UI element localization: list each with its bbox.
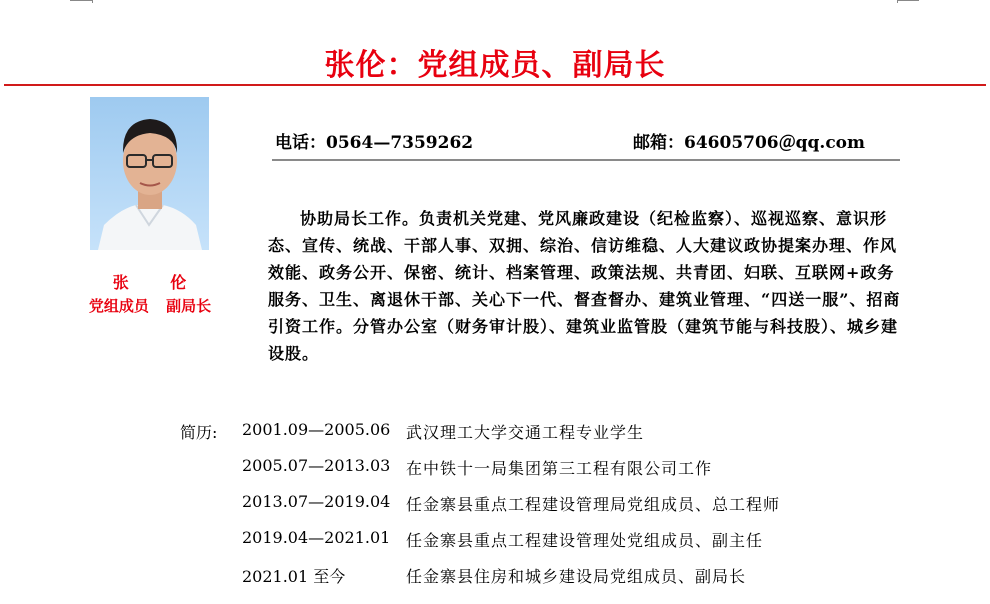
- resume-desc: 任金寨县住房和城乡建设局党组成员、副局长: [406, 567, 747, 586]
- corner-mark-left-vertical: [92, 0, 93, 3]
- portrait-photo: [90, 97, 209, 250]
- corner-mark-left: [70, 0, 92, 1]
- page-title: 张伦：党组成员、副局长: [324, 48, 666, 83]
- resume-label: 简历:: [180, 423, 218, 442]
- resume-desc: 在中铁十一局集团第三工程有限公司工作: [406, 459, 713, 478]
- phone-label: 电话：: [275, 133, 326, 153]
- contact-divider: [272, 159, 900, 161]
- person-role: 党组成员 副局长: [88, 297, 212, 315]
- resume-period: 2021.01 至今: [242, 567, 346, 586]
- resume-period: 2013.07—2019.04: [242, 492, 391, 511]
- corner-mark-right-vertical: [897, 0, 898, 3]
- title-divider: [4, 84, 986, 86]
- phone-number: 0564—7359262: [326, 133, 474, 153]
- resume-desc: 任金寨县重点工程建设管理处党组成员、副主任: [406, 531, 764, 550]
- resume-desc: 任金寨县重点工程建设管理局党组成员、总工程师: [406, 495, 781, 514]
- duties-paragraph: 协助局长工作。负责机关党建、党风廉政建设（纪检监察）、巡视巡察、意识形态、宣传、统战、干部人事、双拥、综治、信访维稳、人大建议政协提案办理、作风效能、政务公开、保密、统计、档案管理、政策法规、共青团、妇联、互联网+政务服务、卫生、离退休干部、关心下一代、督查督办、建筑业管理、“四送一服”、招商引资工作。分管办公室（财务审计股）、建筑业监管股（建筑节能与科技股）、城乡建设股。: [268, 209, 901, 363]
- resume-period: 2001.09—2005.06: [242, 420, 391, 439]
- person-name: 张 伦: [112, 273, 205, 292]
- email-label: 邮箱：: [633, 133, 684, 153]
- resume-period: 2005.07—2013.03: [242, 456, 391, 475]
- resume-period: 2019.04—2021.01: [242, 528, 391, 547]
- phone-info: [275, 128, 473, 153]
- resume-desc: 武汉理工大学交通工程专业学生: [406, 423, 645, 442]
- corner-mark-right: [897, 0, 919, 1]
- email-address: 64605706＠qq.com: [684, 133, 865, 153]
- email-info: [633, 128, 865, 153]
